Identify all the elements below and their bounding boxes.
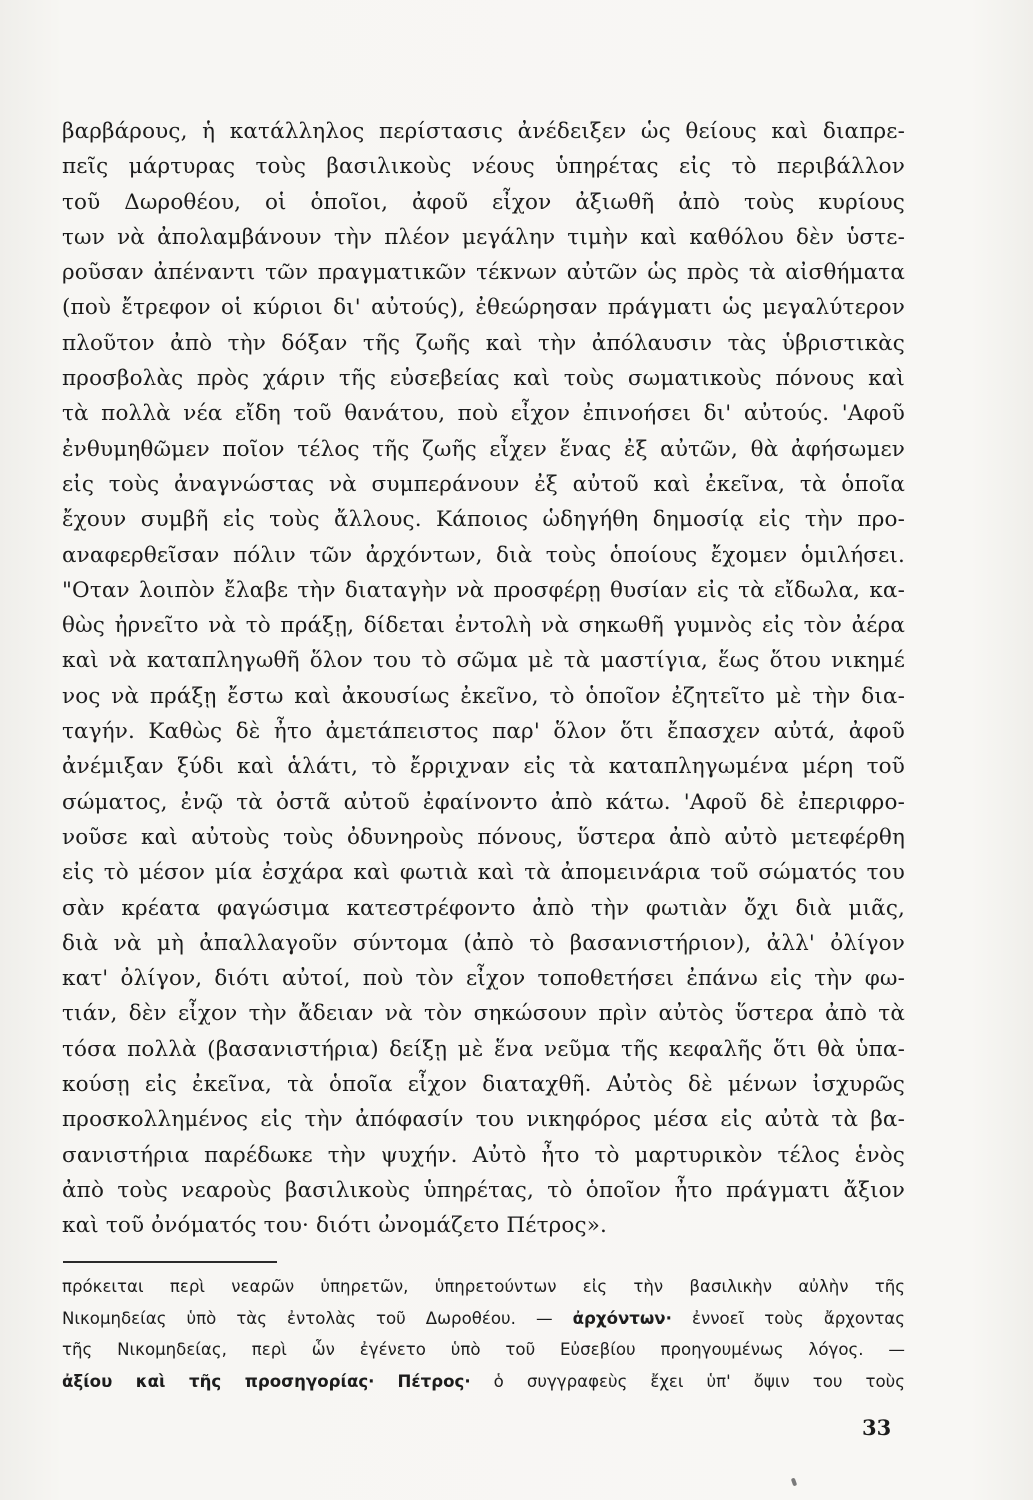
- body-line: διὰ νὰ μὴ ἀπαλλαγοῦν σύντομα (ἀπὸ τὸ βασανιστήριον), ἀλλ' ὀλίγον: [62, 930, 905, 956]
- body-line: κατ' ὀλίγον, διότι αὐτοί, ποὺ τὸν εἶχον τοποθετήσει ἐπάνω εἰς τὴν φω-: [62, 966, 905, 992]
- body-line: προσβολὰς πρὸς χάριν τῆς εὐσεβείας καὶ τοὺς σωματικοὺς πόνους καὶ: [62, 366, 905, 392]
- body-line: ἀπὸ τοὺς νεαροὺς βασιλικοὺς ὑπηρέτας, τὸ ὁποῖον ἦτο πράγματι ἄξιον: [62, 1177, 905, 1203]
- body-line: προσκολλημένος εἰς τὴν ἀπόφασίν του νικηφόρος μέσα εἰς αὐτὰ τὰ βα-: [62, 1107, 905, 1133]
- body-line: ταγήν. Καθὼς δὲ ἦτο ἀμετάπειστος παρ' ὅλον ὅτι ἔπασχεν αὐτά, ἀφοῦ: [62, 719, 905, 745]
- footnote-text: ἐννοεῖ τοὺς ἄρχοντας: [671, 1308, 905, 1328]
- footnote-lemma: ἀρχόντων·: [572, 1308, 672, 1328]
- body-line: βαρβάρους, ἡ κατάλληλος περίστασις ἀνέδειξεν ὡς θείους καὶ διαπρε-: [62, 119, 905, 144]
- body-line: τὰ πολλὰ νέα εἴδη τοῦ θανάτου, ποὺ εἶχον ἐπινοήσει δι' αὐτούς. 'Αφοῦ: [62, 401, 905, 427]
- body-line: τιάν, δὲν εἶχον τὴν ἄδειαν νὰ τὸν σηκώσουν πρὶν αὐτὸς ὕστερα ἀπὸ τὰ: [62, 1001, 905, 1027]
- body-line: "Οταν λοιπὸν ἔλαβε τὴν διαταγὴν νὰ προσφέρῃ θυσίαν εἰς τὰ εἴδωλα, κα-: [62, 577, 905, 603]
- body-line: των νὰ ἀπολαμβάνουν τὴν πλέον μεγάλην τιμὴν καὶ καθόλου δὲν ὑστε-: [62, 224, 905, 250]
- body-line: αναφερθεῖσαν πόλιν τῶν ἀρχόντων, διὰ τοὺς ὁποίους ἔχομεν ὁμιλήσει.: [62, 542, 905, 568]
- body-line: σώματος, ἐνῷ τὰ ὀστᾶ αὐτοῦ ἐφαίνοντο ἀπὸ κάτω. 'Αφοῦ δὲ ἐπεριφρο-: [62, 789, 905, 815]
- footnote-line: [62, 1366, 905, 1398]
- body-line: (ποὺ ἔτρεφον οἱ κύριοι δι' αὐτούς), ἐθεώρησαν πράγματι ὡς μεγαλύτερον: [62, 295, 905, 321]
- footnote-text: ὁ συγγραφεὺς ἔχει ὑπ' ὄψιν του τοὺς: [470, 1371, 905, 1391]
- footnote-separator: [63, 1261, 277, 1263]
- body-line: θὼς ἠρνεῖτο νὰ τὸ πράξῃ, δίδεται ἐντολὴ νὰ σηκωθῆ γυμνὸς εἰς τὸν ἀέρα: [62, 613, 905, 639]
- body-line: σὰν κρέατα φαγώσιμα κατεστρέφοντο ἀπὸ τὴν φωτιὰν ὄχι διὰ μιᾶς,: [62, 895, 905, 921]
- footnotes: [62, 1271, 905, 1397]
- body-line: τοῦ Δωροθέου, οἱ ὁποῖοι, ἀφοῦ εἶχον ἀξιωθῆ ἀπὸ τοὺς κυρίους: [62, 189, 905, 215]
- body-line: σανιστήρια παρέδωκε τὴν ψυχήν. Αὐτὸ ἦτο τὸ μαρτυρικὸν τέλος ἑνὸς: [62, 1142, 905, 1168]
- footnote-line: τῆς Νικομηδείας, περὶ ὧν ἐγένετο ὑπὸ τοῦ Εὐσεβίου προηγουμένως λόγος. —: [62, 1340, 905, 1359]
- body-line: ἀνέμιξαν ξύδι καὶ ἁλάτι, τὸ ἔρριχναν εἰς τὰ καταπληγωμένα μέρη τοῦ: [62, 754, 905, 780]
- body-line: τόσα πολλὰ (βασανιστήρια) δείξῃ μὲ ἕνα νεῦμα τῆς κεφαλῆς ὅτι θὰ ὑπα-: [62, 1036, 905, 1062]
- body-line: πεῖς μάρτυρας τοὺς βασιλικοὺς νέους ὑπηρέτας εἰς τὸ περιβάλλον: [62, 154, 905, 180]
- footnote-lemma: ἀξίου καὶ τῆς προσηγορίας·: [62, 1371, 375, 1391]
- footnote-lemma: Πέτρος·: [397, 1371, 471, 1391]
- body-line: καὶ νὰ καταπληγωθῆ ὅλον του τὸ σῶμα μὲ τὰ μαστίγια, ἕως ὅτου νικημέ: [62, 648, 905, 674]
- body-line: κούσῃ εἰς ἐκεῖνα, τὰ ὁποῖα εἶχον διαταχθῆ. Αὐτὸς δὲ μένων ἰσχυρῶς: [62, 1072, 905, 1098]
- page-number: 33: [862, 1415, 892, 1440]
- body-line: ἔχουν συμβῆ εἰς τοὺς ἄλλους. Κάποιος ὡδηγήθη δημοσίᾳ εἰς τὴν προ-: [62, 507, 905, 533]
- body-line: πλοῦτον ἀπὸ τὴν δόξαν τῆς ζωῆς καὶ τὴν ἀπόλαυσιν τὰς ὑβριστικὰς: [62, 330, 905, 356]
- ink-speck: [791, 1478, 797, 1487]
- footnote-line: [62, 1303, 905, 1335]
- footnote-line: πρόκειται περὶ νεαρῶν ὑπηρετῶν, ὑπηρετούντων εἰς τὴν βασιλικὴν αὐλὴν τῆς: [62, 1277, 905, 1296]
- body-line: ροῦσαν ἀπέναντι τῶν πραγματικῶν τέκνων αὐτῶν ὡς πρὸς τὰ αἰσθήματα: [62, 260, 905, 286]
- body-line: εἰς τοὺς ἀναγνώστας νὰ συμπεράνουν ἐξ αὐτοῦ καὶ ἐκεῖνα, τὰ ὁποῖα: [62, 471, 905, 497]
- footnote-text: Νικομηδείας ὑπὸ τὰς ἐντολὰς τοῦ Δωροθέου. —: [62, 1308, 573, 1328]
- body-line: εἰς τὸ μέσον μία ἐσχάρα καὶ φωτιὰ καὶ τὰ ἀπομεινάρια τοῦ σώματός του: [62, 860, 905, 886]
- body-line: ἐνθυμηθῶμεν ποῖον τέλος τῆς ζωῆς εἶχεν ἕνας ἐξ αὐτῶν, θὰ ἀφήσωμεν: [62, 436, 905, 462]
- body-line: νος νὰ πράξῃ ἔστω καὶ ἀκουσίως ἐκεῖνο, τὸ ὁποῖον ἐζητεῖτο μὲ τὴν δια-: [62, 683, 905, 709]
- body-line: νοῦσε καὶ αὐτοὺς τοὺς ὀδυνηροὺς πόνους, ὕστερα ἀπὸ αὐτὸ μετεφέρθη: [62, 824, 905, 850]
- body-line: καὶ τοῦ ὀνόματός του· διότι ὠνομάζετο Πέτρος».: [62, 1213, 607, 1239]
- body-text: [62, 114, 905, 1244]
